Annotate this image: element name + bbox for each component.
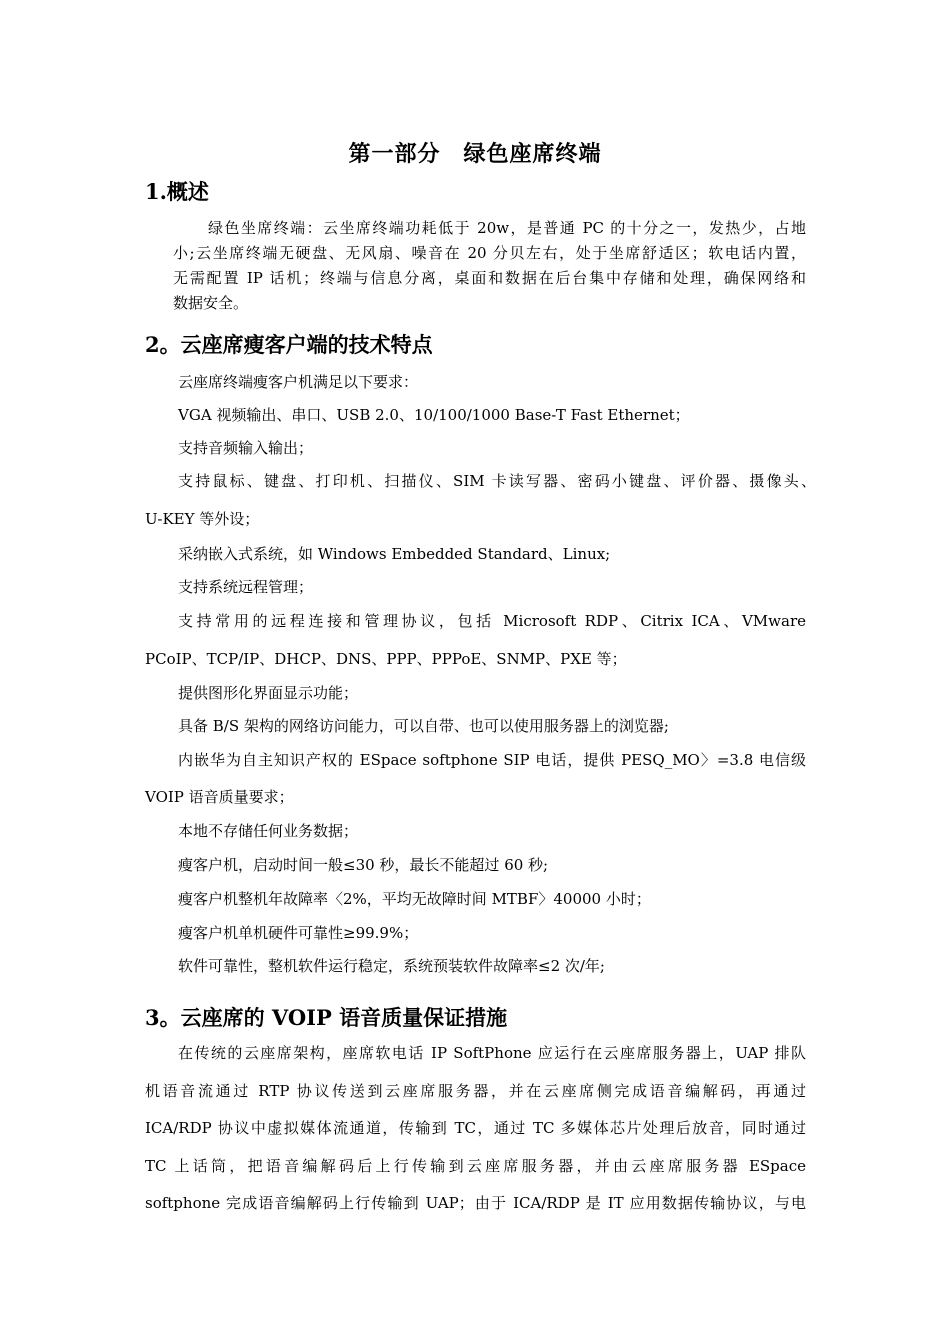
s1-line: 数据安全。 [173, 294, 249, 312]
s2-line: 支持常用的远程连接和管理协议，包括 Microsoft RDP、Citrix ICA、VMware [178, 612, 806, 630]
s3-line: ICA/RDP 协议中虚拟媒体流通道，传输到 TC，通过 TC 多媒体芯片处理后放音，同时通过 [145, 1119, 806, 1137]
s3-line: 机语音流通过 RTP 协议传送到云座席服务器，并在云座席侧完成语音编解码，再通过 [145, 1082, 806, 1100]
section-3-heading: 3。云座席的 VOIP 语音质量保证措施 [145, 1005, 508, 1030]
s2-line: U-KEY 等外设； [145, 510, 260, 528]
s2-line: 具备 B/S 架构的网络访问能力，可以自带、也可以使用服务器上的浏览器; [178, 717, 669, 735]
section-1-heading: 1.概述 [145, 179, 209, 204]
s2-line: VGA 视频输出、串口、USB 2.0、10/100/1000 Base-T Fast Ethernet； [178, 406, 690, 424]
doc-title: 第一部分 绿色座席终端 [348, 141, 602, 167]
s2-line: 提供图形化界面显示功能； [178, 684, 359, 702]
s3-line: TC 上话筒，把语音编解码后上行传输到云座席服务器，并由云座席服务器 ESpace [145, 1157, 806, 1175]
s2-line: 瘦客户机，启动时间一般≤30 秒，最长不能超过 60 秒; [178, 856, 549, 874]
s1-line: 无需配置 IP 话机；终端与信息分离，桌面和数据在后台集中存储和处理，确保网络和 [173, 269, 806, 287]
s2-line: 瘦客户机单机硬件可靠性≥99.9%； [178, 924, 419, 942]
s2-line: 本地不存储任何业务数据； [178, 822, 359, 840]
section-2-heading: 2。云座席瘦客户端的技术特点 [145, 332, 433, 357]
s1-line: 小;云坐席终端无硬盘、无风扇、噪音在 20 分贝左右，处于坐席舒适区；软电话内置， [173, 244, 806, 262]
s2-line: 支持音频输入输出； [178, 439, 314, 457]
s2-line: 支持系统远程管理； [178, 578, 314, 596]
s1-line: 绿色坐席终端：云坐席终端功耗低于 20w，是普通 PC 的十分之一，发热少，占地 [208, 219, 806, 237]
s2-line: 软件可靠性，整机软件运行稳定，系统预装软件故障率≤2 次/年; [178, 957, 605, 975]
s3-line: 在传统的云座席架构，座席软电话 IP SoftPhone 应运行在云座席服务器上，UAP 排队 [178, 1044, 806, 1062]
s2-line: 瘦客户机整机年故障率〈2%，平均无故障时间 MTBF〉40000 小时； [178, 890, 651, 908]
s2-line: 支持鼠标、键盘、打印机、扫描仪、SIM 卡读写器、密码小键盘、评价器、摄像头、 [178, 472, 816, 490]
s2-line: 内嵌华为自主知识产权的 ESpace softphone SIP 电话，提供 PESQ_MO〉=3.8 电信级 [178, 751, 806, 769]
s2-line: VOIP 语音质量要求； [145, 788, 294, 806]
s2-line: 采纳嵌入式系统，如 Windows Embedded Standard、Linux; [178, 545, 611, 563]
s3-line: softphone 完成语音编解码上行传输到 UAP；由于 ICA/RDP 是 IT 应用数据传输协议，与电 [145, 1194, 806, 1212]
s2-line: 云座席终端瘦客户机满足以下要求： [178, 373, 419, 391]
s2-line: PCoIP、TCP/IP、DHCP、DNS、PPP、PPPoE、SNMP、PXE 等； [145, 650, 627, 668]
